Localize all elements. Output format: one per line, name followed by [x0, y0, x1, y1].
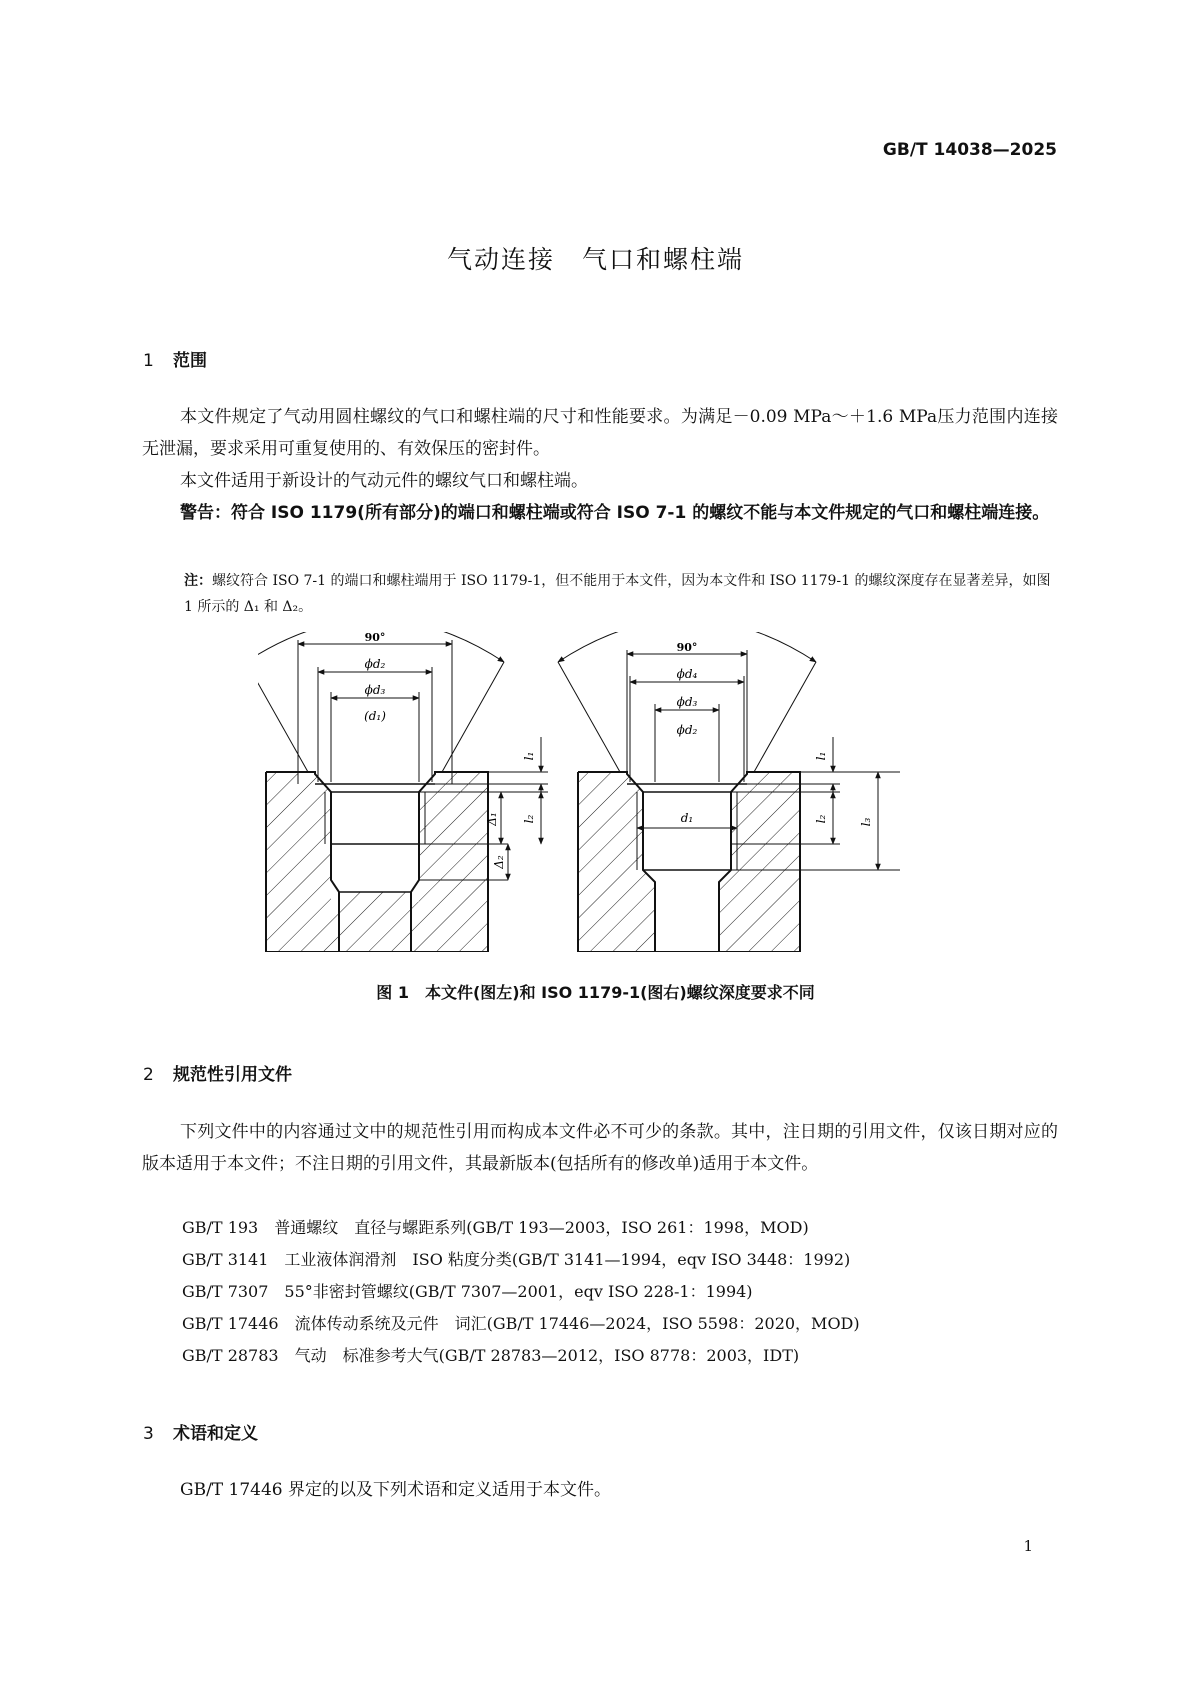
section-title: 范围 — [173, 351, 207, 371]
scope-paragraph-2: 本文件适用于新设计的气动元件的螺纹气口和螺柱端。 — [180, 471, 588, 491]
figure-1-drawing — [258, 632, 978, 952]
right-l2-label: l₂ — [814, 814, 828, 824]
note-label: 注： — [184, 573, 212, 589]
right-d4-label: ϕd₄ — [676, 667, 698, 681]
section-1-heading — [143, 346, 207, 371]
left-port-drawing — [258, 632, 548, 952]
left-delta2-label: Δ₂ — [492, 855, 506, 869]
reference-item: GB/T 7307 55°非密封管螺纹(GB/T 7307—2001，eqv ISO 228-1：1994) — [182, 1282, 753, 1301]
reference-item: GB/T 28783 气动 标准参考大气(GB/T 28783—2012，ISO 8778：2003，IDT) — [182, 1346, 800, 1365]
document-title: 气动连接 气口和螺柱端 — [446, 245, 744, 274]
reference-item: GB/T 17446 流体传动系统及元件 词汇(GB/T 17446—2024，ISO 5598：2020，MOD) — [182, 1314, 860, 1333]
reference-item: GB/T 193 普通螺纹 直径与螺距系列(GB/T 193—2003，ISO 261：1998，MOD) — [182, 1218, 809, 1237]
section-title: 术语和定义 — [173, 1424, 258, 1444]
section-2-heading — [143, 1060, 292, 1085]
right-d3-label: ϕd₃ — [676, 695, 698, 709]
left-d2-label: ϕd₂ — [364, 657, 386, 671]
section-3-heading — [143, 1419, 258, 1444]
left-d1-label: (d₁) — [364, 709, 386, 723]
right-d2-label: ϕd₂ — [676, 723, 698, 737]
section-title: 规范性引用文件 — [173, 1065, 292, 1085]
standard-code: GB/T 14038—2025 — [882, 140, 1057, 160]
right-d1-label: d₁ — [680, 811, 694, 825]
note — [184, 568, 1060, 620]
figure-1-caption: 图 1 本文件(图左)和 ISO 1179-1(图右)螺纹深度要求不同 — [376, 983, 815, 1002]
page-number: 1 — [1023, 1537, 1033, 1555]
section-number: 3 — [143, 1424, 154, 1444]
left-l2-label: l₂ — [522, 814, 536, 824]
section-1-body — [142, 401, 1058, 529]
section-number: 2 — [143, 1065, 154, 1085]
terms-intro: GB/T 17446 界定的以及下列术语和定义适用于本文件。 — [180, 1480, 612, 1500]
left-delta1-label: Δ₁ — [485, 812, 499, 826]
section-3-body — [142, 1474, 1058, 1506]
left-angle-label: 90° — [364, 632, 386, 644]
left-l1-label: l₁ — [522, 751, 536, 761]
left-d3-label: ϕd₃ — [364, 683, 386, 697]
warning-paragraph: 警告：符合 ISO 1179(所有部分)的端口和螺柱端或符合 ISO 7-1 的螺纹不能与本文件规定的气口和螺柱端连接。 — [180, 503, 1050, 523]
right-port-drawing — [558, 632, 900, 952]
right-angle-label: 90° — [676, 641, 698, 654]
right-l3-label: l₃ — [859, 817, 873, 827]
note-text: 螺纹符合 ISO 7-1 的端口和螺柱端用于 ISO 1179-1，但不能用于本文件，因为本文件和 ISO 1179-1 的螺纹深度存在显著差异，如图 1 所示的 Δ₁ 和 Δ₂。 — [184, 573, 1051, 615]
right-l1-label: l₁ — [814, 751, 828, 761]
reference-item: GB/T 3141 工业液体润滑剂 ISO 粘度分类(GB/T 3141—1994，eqv ISO 3448：1992) — [182, 1250, 851, 1269]
section-number: 1 — [143, 351, 154, 371]
scope-paragraph-1: 本文件规定了气动用圆柱螺纹的气口和螺柱端的尺寸和性能要求。为满足－0.09 MPa～＋1.6 MPa压力范围内连接无泄漏，要求采用可重复使用的、有效保压的密封件。 — [142, 407, 1058, 459]
section-2-intro — [142, 1116, 1058, 1180]
references-intro: 下列文件中的内容通过文中的规范性引用而构成本文件必不可少的条款。其中，注日期的引用文件，仅该日期对应的版本适用于本文件；不注日期的引用文件，其最新版本(包括所有的修改单)适用于本文件。 — [142, 1122, 1058, 1174]
